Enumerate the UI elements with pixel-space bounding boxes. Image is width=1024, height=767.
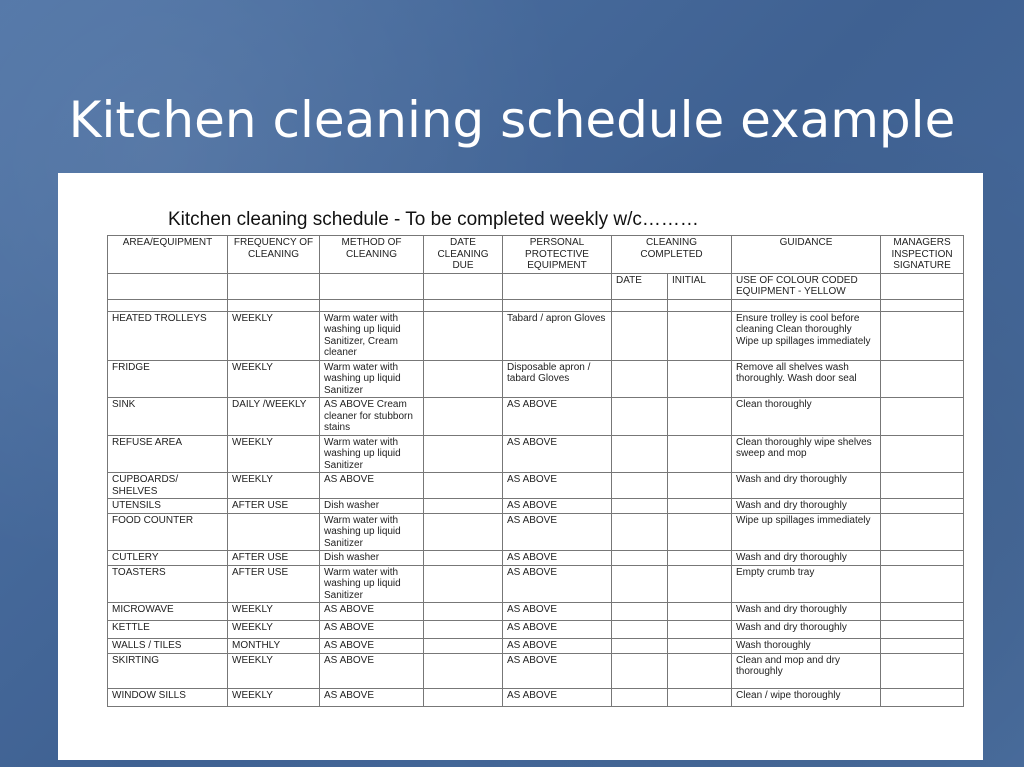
cell-area: CUPBOARDS/ SHELVES [108,473,228,499]
table-row [108,311,964,360]
table-row [108,621,964,639]
subheader-date: DATE [612,273,668,299]
header-method: METHOD OF CLEANING [320,236,424,274]
cell-ppe: AS ABOVE [503,499,612,514]
cell-method: AS ABOVE [320,639,424,654]
cell-ppe: AS ABOVE [503,513,612,551]
cell-signature [881,473,964,499]
cell-ppe: AS ABOVE [503,551,612,566]
cell-date [612,603,668,621]
cell-initial [668,621,732,639]
cell-date [612,688,668,706]
cell-date [612,639,668,654]
cell-area: SINK [108,398,228,436]
cell-initial [668,565,732,603]
cell-area: KETTLE [108,621,228,639]
cell-method: AS ABOVE [320,473,424,499]
table-row [108,398,964,436]
cell-signature [881,603,964,621]
cell-signature [881,360,964,398]
cell-guidance: Clean / wipe thoroughly [732,688,881,706]
cell-frequency: WEEKLY [228,688,320,706]
cell-date-due [424,499,503,514]
cell-initial [668,473,732,499]
cell-area: WALLS / TILES [108,639,228,654]
cell-signature [881,551,964,566]
cell-method: Warm water with washing up liquid Sanitizer [320,435,424,473]
cell-date [612,551,668,566]
cell-ppe: AS ABOVE [503,688,612,706]
cell-date [612,499,668,514]
cell-ppe: AS ABOVE [503,621,612,639]
cell-date-due [424,688,503,706]
table-row [108,653,964,688]
cell-guidance: Wipe up spillages immediately [732,513,881,551]
cell-guidance: Wash and dry thoroughly [732,621,881,639]
cell-method: Warm water with washing up liquid Sanitizer [320,565,424,603]
cell-date-due [424,551,503,566]
cell-date-due [424,565,503,603]
cell-ppe: AS ABOVE [503,435,612,473]
table-row [108,565,964,603]
cell-date-due [424,311,503,360]
cell-date-due [424,473,503,499]
cell-date [612,311,668,360]
cell-frequency: WEEKLY [228,435,320,473]
cell-signature [881,513,964,551]
cell-guidance: Wash and dry thoroughly [732,499,881,514]
slide-title: Kitchen cleaning schedule example [68,91,956,149]
cell-ppe: Tabard / apron Gloves [503,311,612,360]
cell-frequency [228,513,320,551]
cell-guidance: Wash thoroughly [732,639,881,654]
cell-frequency: WEEKLY [228,473,320,499]
cell-initial [668,398,732,436]
cell-frequency: WEEKLY [228,360,320,398]
cell-method: AS ABOVE [320,653,424,688]
cell-method: Warm water with washing up liquid Sanitizer, Cream cleaner [320,311,424,360]
header-frequency: FREQUENCY OF CLEANING [228,236,320,274]
cell-area: TOASTERS [108,565,228,603]
cell-frequency: AFTER USE [228,551,320,566]
cell-ppe: AS ABOVE [503,603,612,621]
cell-area: WINDOW SILLS [108,688,228,706]
cell-method: AS ABOVE [320,603,424,621]
cell-guidance: Ensure trolley is cool before cleaning Clean thoroughly Wipe up spillages immediately [732,311,881,360]
cell-date [612,653,668,688]
cell-frequency: WEEKLY [228,311,320,360]
colour-coded-note: USE OF COLOUR CODED EQUIPMENT - YELLOW [732,273,881,299]
cell-ppe: AS ABOVE [503,398,612,436]
document-heading: Kitchen cleaning schedule - To be completed weekly w/c……… [168,209,699,230]
table-row [108,551,964,566]
cell-ppe: AS ABOVE [503,639,612,654]
cell-date-due [424,639,503,654]
cell-method: Warm water with washing up liquid Sanitizer [320,513,424,551]
cell-date [612,513,668,551]
cell-guidance: Clean and mop and dry thoroughly [732,653,881,688]
cell-guidance: Wash and dry thoroughly [732,603,881,621]
document-page [58,173,983,760]
cell-guidance: Empty crumb tray [732,565,881,603]
cell-area: SKIRTING [108,653,228,688]
cell-signature [881,621,964,639]
cell-date [612,565,668,603]
spacer-row [108,299,964,311]
cell-date-due [424,603,503,621]
cell-date [612,621,668,639]
cell-area: REFUSE AREA [108,435,228,473]
cell-ppe: AS ABOVE [503,653,612,688]
cell-signature [881,311,964,360]
cell-frequency: WEEKLY [228,653,320,688]
cell-frequency: AFTER USE [228,565,320,603]
cell-method: Warm water with washing up liquid Sanitizer [320,360,424,398]
header-ppe: PERSONAL PROTECTIVE EQUIPMENT [503,236,612,274]
cell-ppe: AS ABOVE [503,473,612,499]
cell-date-due [424,513,503,551]
cell-date-due [424,398,503,436]
header-row [108,236,964,274]
cell-guidance: Wash and dry thoroughly [732,551,881,566]
table-row [108,360,964,398]
cell-guidance: Wash and dry thoroughly [732,473,881,499]
cell-method: AS ABOVE Cream cleaner for stubborn stains [320,398,424,436]
cell-initial [668,499,732,514]
cell-date [612,398,668,436]
cell-guidance: Remove all shelves wash thoroughly. Wash door seal [732,360,881,398]
cell-signature [881,639,964,654]
header-signature: MANAGERS INSPECTION SIGNATURE [881,236,964,274]
cell-area: MICROWAVE [108,603,228,621]
cell-signature [881,565,964,603]
cell-initial [668,360,732,398]
cell-signature [881,499,964,514]
cell-initial [668,551,732,566]
cell-area: CUTLERY [108,551,228,566]
cell-ppe: AS ABOVE [503,565,612,603]
cell-date [612,435,668,473]
cell-frequency: AFTER USE [228,499,320,514]
header-cleaning-completed: CLEANING COMPLETED [612,236,732,274]
table-row [108,513,964,551]
cell-initial [668,513,732,551]
cell-signature [881,653,964,688]
table-row [108,499,964,514]
header-guidance: GUIDANCE [732,236,881,274]
cell-initial [668,688,732,706]
cell-frequency: WEEKLY [228,603,320,621]
cell-initial [668,653,732,688]
table-row [108,473,964,499]
cell-area: UTENSILS [108,499,228,514]
cell-date [612,473,668,499]
cell-date [612,360,668,398]
cell-area: HEATED TROLLEYS [108,311,228,360]
cell-guidance: Clean thoroughly wipe shelves sweep and mop [732,435,881,473]
cell-initial [668,639,732,654]
cell-signature [881,435,964,473]
cell-method: AS ABOVE [320,621,424,639]
table-row [108,603,964,621]
cell-initial [668,435,732,473]
cell-signature [881,688,964,706]
cell-date-due [424,621,503,639]
cell-method: AS ABOVE [320,688,424,706]
cell-initial [668,603,732,621]
cell-signature [881,398,964,436]
cleaning-schedule-table [107,235,964,707]
header-date-due: DATE CLEANING DUE [424,236,503,274]
subheader-initial: INITIAL [668,273,732,299]
cell-initial [668,311,732,360]
cell-area: FRIDGE [108,360,228,398]
cell-guidance: Clean thoroughly [732,398,881,436]
cell-method: Dish washer [320,551,424,566]
cell-frequency: DAILY /WEEKLY [228,398,320,436]
subheader-row [108,273,964,299]
cell-ppe: Disposable apron / tabard Gloves [503,360,612,398]
cell-date-due [424,360,503,398]
cell-frequency: MONTHLY [228,639,320,654]
header-area: AREA/EQUIPMENT [108,236,228,274]
cell-area: FOOD COUNTER [108,513,228,551]
cell-method: Dish washer [320,499,424,514]
table-row [108,688,964,706]
table-row [108,639,964,654]
cell-date-due [424,435,503,473]
table-row [108,435,964,473]
cell-frequency: WEEKLY [228,621,320,639]
cell-date-due [424,653,503,688]
